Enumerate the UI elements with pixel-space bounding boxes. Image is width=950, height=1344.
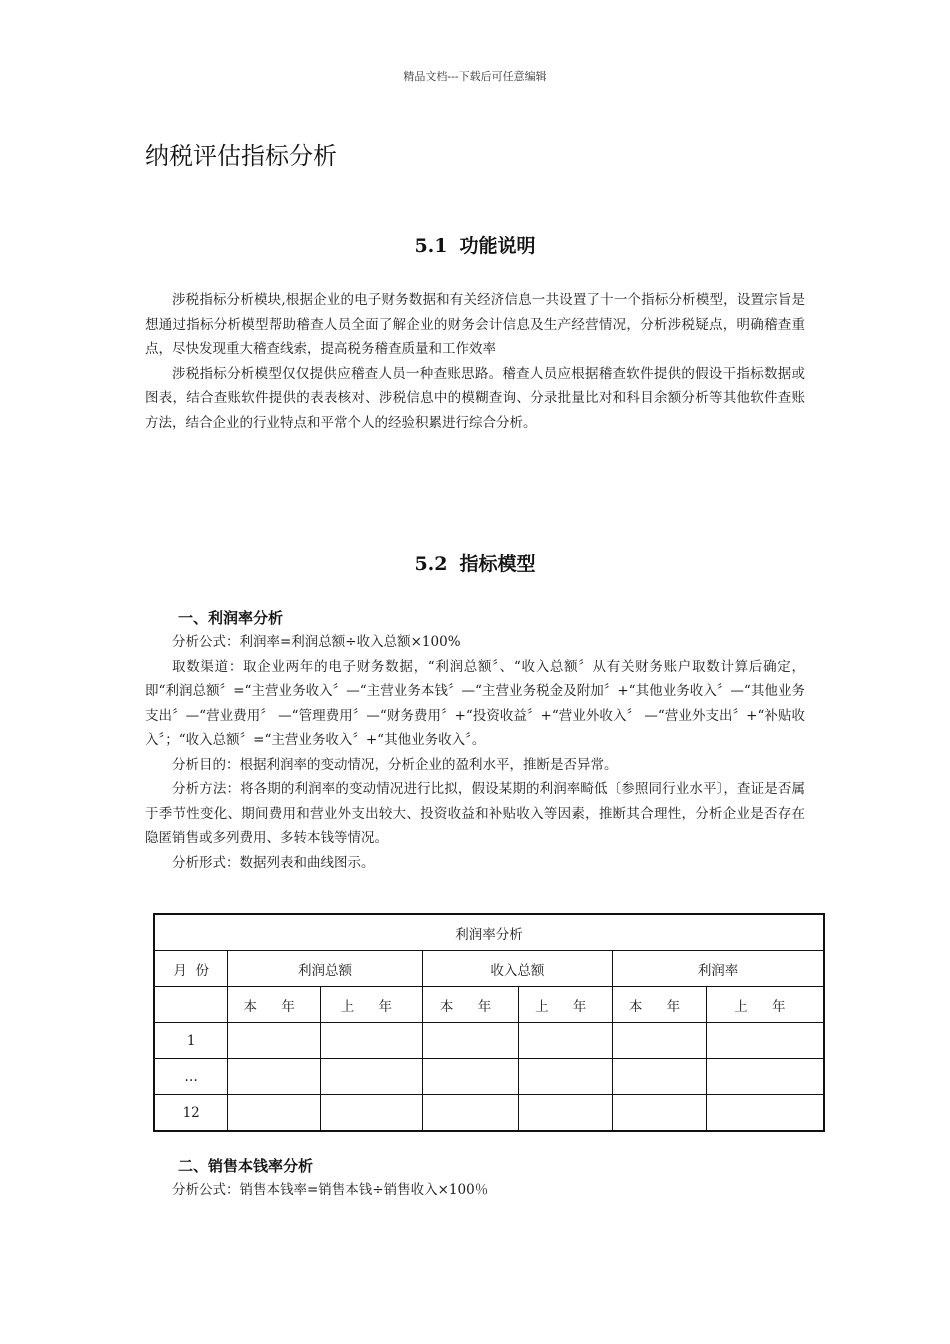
paragraph: 分析目的：根据利润率的变动情况，分析企业的盈利水平，推断是否异常。: [172, 756, 618, 773]
group-header: 利润总额: [228, 951, 422, 987]
table-row: [154, 1095, 824, 1132]
last-year-header: 上 年: [519, 987, 613, 1023]
table-header-row: [154, 951, 824, 987]
group-header: 收入总额: [422, 951, 612, 987]
section-number: 5.1: [414, 235, 448, 257]
table-cell: [228, 1059, 321, 1095]
cost-rate-body: [145, 1178, 805, 1203]
table-row: [154, 1023, 824, 1059]
last-year-header: 上 年: [706, 987, 824, 1023]
section-5-2-heading: [0, 549, 950, 576]
table-cell: [519, 1023, 613, 1059]
last-year-header: 上 年: [321, 987, 423, 1023]
section-number: 5.2: [414, 553, 448, 575]
table-title-row: [154, 914, 824, 951]
this-year-header: 本 年: [228, 987, 321, 1023]
table-cell: [706, 1095, 824, 1132]
table-cell: [422, 1023, 519, 1059]
profit-rate-table: [153, 913, 825, 1132]
table-cell: [519, 1095, 613, 1132]
page-header: 精品文档---下载后可任意编辑: [403, 70, 547, 83]
table-cell: [613, 1059, 707, 1095]
section-title: 指标模型: [459, 553, 536, 575]
table-cell: [321, 1095, 423, 1132]
profit-rate-heading: 一、利润率分析: [178, 609, 284, 627]
paragraph: 分析方法：将各期的利润率的变动情况进行比拟，假设某期的利润率畸低〔参照同行业水平〕，查证是否属于季节性变化、期间费用和营业外支出较大、投资收益和补贴收入等因素，推断其合理性，分析企业是否存在隐匿销售或多列费用、多转本钱等情况。: [145, 781, 805, 846]
paragraph: 涉税指标分析模块,根据企业的电子财务数据和有关经济信息一共设置了十一个指标分析模型，设置宗旨是想通过指标分析模型帮助稽查人员全面了解企业的财务会计信息及生产经营情况，分析涉税疑点，明确稽查重点，尽快发现重大稽查线索，提高税务稽查质量和工作效率: [145, 292, 805, 357]
month-cell: 12: [154, 1095, 228, 1132]
month-header: 月 份: [154, 951, 228, 987]
cost-rate-heading: 二、销售本钱率分析: [178, 1157, 314, 1175]
profit-rate-body: [145, 630, 805, 875]
paragraph: 分析形式：数据列表和曲线图示。: [172, 854, 375, 871]
table-cell: [706, 1059, 824, 1095]
this-year-header: 本 年: [422, 987, 519, 1023]
section-5-1-heading: [0, 231, 950, 258]
section-title: 功能说明: [459, 235, 536, 257]
group-header: 利润率: [613, 951, 824, 987]
table-cell: [228, 1023, 321, 1059]
paragraph: 取数渠道：取企业两年的电子财务数据，“利润总额〞、“收入总额〞从有关财务账户取数计算后确定，即“利润总额〞=“主营业务收入〞—“主营业务本钱〞—“主营业务税金及附加〞+“其他业务收入〞—“其他业务支出〞—“营业费用〞 —“管理费用〞—“财务费用〞+“投资收益〞+“营业外收入〞 —“营业外支出〞+“补贴收入〞；“收入总额〞=“主营业务收入〞+“其他业务收入〞。: [145, 658, 805, 748]
section-5-1-body: [145, 288, 805, 435]
this-year-header: 本 年: [613, 987, 707, 1023]
document-title: 纳税评估指标分析: [145, 142, 337, 170]
table-cell: [706, 1023, 824, 1059]
table-cell: [422, 1095, 519, 1132]
table-cell: [519, 1059, 613, 1095]
table-subheader-row: [154, 987, 824, 1023]
paragraph: 分析公式：销售本钱率=销售本钱÷销售收入×100％: [172, 1182, 489, 1198]
table-cell: [321, 1059, 423, 1095]
paragraph: 分析公式：利润率=利润总额÷收入总额×100%: [172, 634, 461, 650]
paragraph: 涉税指标分析模型仅仅提供应稽查人员一种查账思路。稽查人员应根据稽查软件提供的假设干指标数据或图表，结合查账软件提供的表表核对、涉税信息中的模糊查询、分录批量比对和科目余额分析等其他软件查账方法，结合企业的行业特点和平常个人的经验积累进行综合分析。: [145, 365, 805, 431]
table-cell: [613, 1095, 707, 1132]
table-cell: [422, 1059, 519, 1095]
table-cell: [613, 1023, 707, 1059]
table-cell: [154, 987, 228, 1023]
month-cell: …: [154, 1059, 228, 1095]
table-cell: [321, 1023, 423, 1059]
month-cell: 1: [154, 1023, 228, 1059]
table-cell: [228, 1095, 321, 1132]
table-row: [154, 1059, 824, 1095]
table-title: 利润率分析: [154, 914, 824, 951]
